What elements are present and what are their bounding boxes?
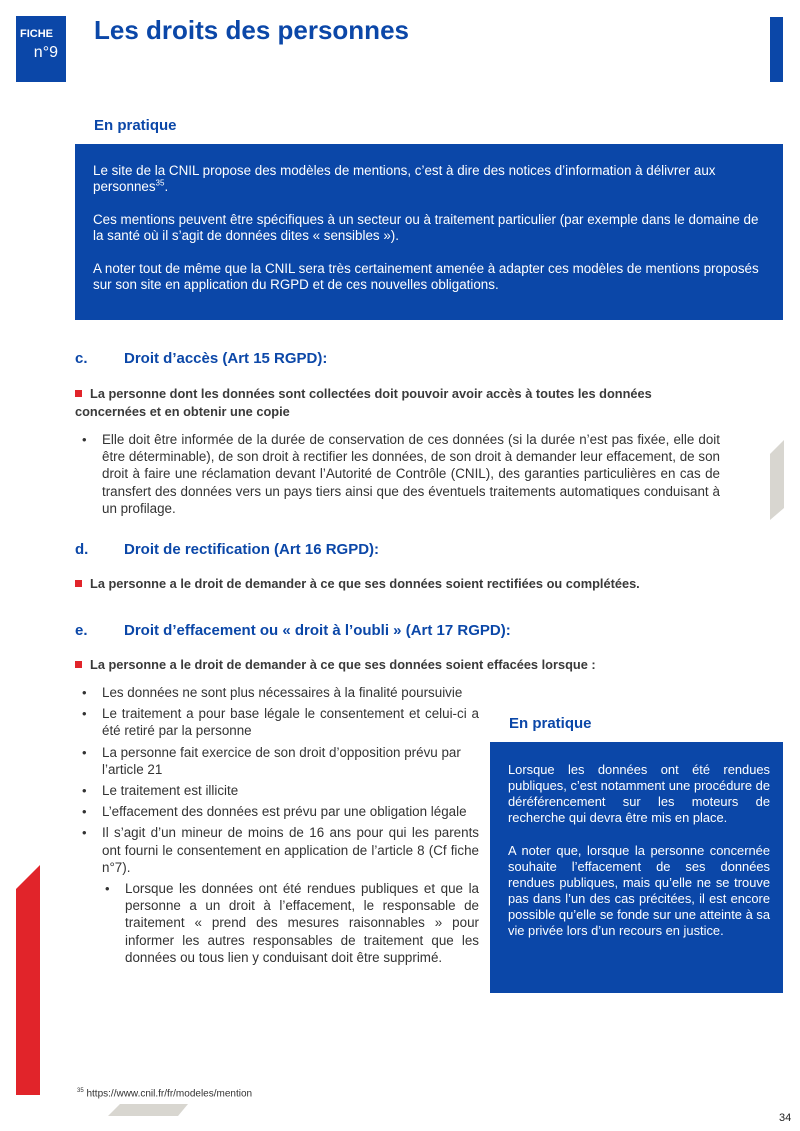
red-square-icon [75, 390, 82, 397]
grey-bottom-decoration [108, 1104, 188, 1116]
list-item: • La personne fait exercice de son droit d’opposition prévu par l’article 21 [82, 744, 461, 777]
section-c-heading [75, 350, 327, 367]
list-item: • L’effacement des données est prévu par une obligation légale [82, 804, 467, 820]
pratique-heading-2: En pratique [509, 715, 592, 732]
bullet-icon: • [82, 432, 87, 447]
grey-corner-decoration [770, 440, 784, 520]
section-d-letter: d. [75, 541, 89, 558]
bullet-icon: • [82, 804, 87, 820]
bullet-icon: • [82, 783, 87, 799]
sub-list-item: • Lorsque les données ont été rendues publiques et que la personne a un droit à l’effacement, le responsable de traitement « prend des mesures raisonnables » pour informer les autres responsables de traitement que les données ou tous lien y conduisant doit être supprimé. [105, 881, 479, 965]
red-square-icon [75, 661, 82, 668]
pratique-1-paragraph-1: Le site de la CNIL propose des modèles de mentions, c’est à dire des notices d’information à délivrer aux personnes$^{35}$. [93, 163, 716, 194]
fiche-label: FICHE [20, 28, 53, 40]
red-edge-decoration [16, 865, 40, 1095]
list-item: • Il s’agit d’un mineur de moins de 16 ans pour qui les parents ont fourni le consentement en application de l’article 8 (Cf fiche n°7). [82, 825, 479, 875]
pratique-1-paragraph-2: Ces mentions peuvent être spécifiques à un secteur ou à traitement particulier (par exemple dans le domaine de la santé où il s’agit de données dites « sensibles »). [93, 212, 759, 243]
section-e-letter: e. [75, 622, 88, 639]
list-item: • Le traitement a pour base légale le consentement et celui-ci a été retiré par la personne [82, 706, 479, 739]
section-d-heading [75, 541, 379, 558]
pratique-2-paragraph-1: Lorsque les données ont été rendues publiques, c’est notamment une procédure de déréférencement sur les moteurs de recherche qui devra être mis en place. [508, 762, 770, 825]
footnote [77, 1088, 252, 1099]
section-e-title: Droit d’effacement ou « droit à l’oubli » (Art 17 RGPD): [124, 622, 511, 639]
pratique-box-1 [75, 144, 783, 320]
section-c-list [75, 431, 720, 517]
section-e-heading [75, 622, 511, 639]
section-e-lead: La personne a le droit de demander à ce que ses données soient effacées lorsque : [75, 656, 725, 674]
page-number: 34 [779, 1112, 792, 1124]
bullet-icon: • [82, 825, 87, 841]
list-item: • Le traitement est illicite [82, 783, 239, 799]
section-d-lead: La personne a le droit de demander à ce que ses données soient rectifiées ou complétées. [75, 575, 725, 593]
page-title: Les droits des personnes [94, 15, 409, 45]
list-item: • Les données ne sont plus nécessaires à la finalité poursuivie [82, 685, 463, 700]
bullet-icon: • [82, 706, 87, 722]
red-square-icon [75, 580, 82, 587]
fiche-badge [16, 16, 66, 82]
section-d-title: Droit de rectification (Art 16 RGPD): [124, 541, 380, 558]
list-item: • Elle doit être informée de la durée de conservation de ces données (si la durée n’est pas fixée, elle doit être déterminable), de son droit à rectifier les données, de son droit à demander leur effacement, de son droit à faire une réclamation devant l’Autorité de Contrôle (CNIL), des garanties particulières en cas de transfert des données vers un pays tiers ainsi que des éventuels traitements automatiques conduisant à un profilage. [82, 432, 720, 516]
footnote-link[interactable]: https://www.cnil.fr/fr/modeles/mention [86, 1088, 253, 1100]
section-c-lead: La personne dont les données sont collectées doit pouvoir avoir accès à toutes les données concernées et en obtenir une copie [75, 386, 652, 419]
bullet-icon: • [82, 685, 87, 700]
section-c-letter: c. [75, 350, 88, 367]
pratique-1-paragraph-3: A noter tout de même que la CNIL sera très certainement amenée à adapter ces modèles de mentions proposés sur son site en application du RGPD et de ces nouvelles obligations. [93, 261, 759, 292]
footnote-number: 35 [77, 1088, 84, 1094]
section-c-title: Droit d’accès (Art 15 RGPD): [124, 350, 328, 367]
title-accent-bar [770, 17, 783, 82]
footnote-ref[interactable]: 35 [155, 178, 165, 188]
pratique-heading-1: En pratique [94, 117, 177, 134]
pratique-2-paragraph-2: A noter que, lorsque la personne concernée souhaite l’effacement de ses données rendues publiques, mais qu’elle ne se trouve pas dans l’un des cas précitées, il est encore possible qu’elle se fonde sur une atteinte à sa vie privée lors d’un recours en justice. [508, 843, 770, 938]
fiche-number: n°9 [33, 44, 58, 61]
section-e-list [75, 684, 479, 966]
pratique-box-2 [490, 742, 783, 993]
bullet-icon: • [105, 881, 110, 897]
bullet-icon: • [82, 744, 87, 760]
